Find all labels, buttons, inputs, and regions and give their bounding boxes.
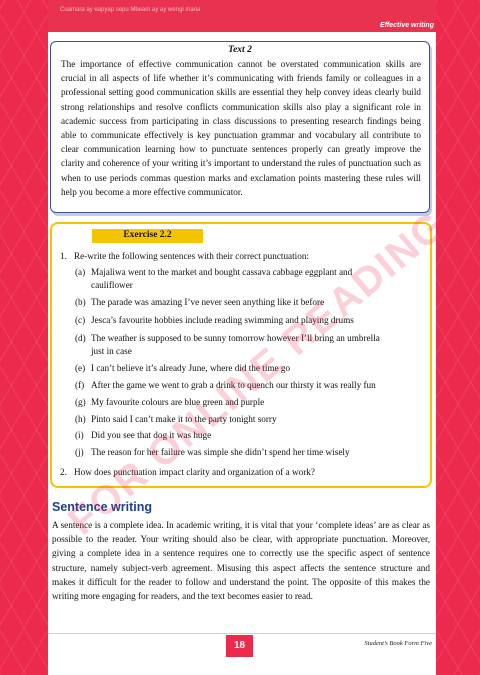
item-label: (b) <box>75 297 86 307</box>
exercise-title: Exercise 2.2 <box>123 230 172 240</box>
right-margin-pattern <box>436 0 480 675</box>
item-text: The weather is supposed to be sunny tomorrow however I’ll bring an umbrella just in case <box>91 333 380 356</box>
item-label: (h) <box>75 414 86 424</box>
item-text: My favourite colours are blue green and purple <box>91 397 265 407</box>
item-label: (i) <box>75 430 84 440</box>
header-band <box>48 0 436 32</box>
header-chapter-title: Effective writing <box>380 22 434 29</box>
section-body: A sentence is a complete idea. In academic writing, it is vital that your ‘complete ideas’ are as clear as possible to the reader. Your writing should also be clear, with appropriate punctuation. Moreover, giving a complete idea in a sentence requires one to correctly use the specific aspect of sentence structure, namely subject-verb agreement. Misusing this aspect affects the sentence structure and makes it difficult for the reader to follow and understand the point. The opposite of this makes the writing more engaging for readers, and the text becomes easier to read. <box>52 520 430 602</box>
item-label: (a) <box>75 267 86 277</box>
item-text: Jesca’s favourite hobbies include reading swimming and playing drums <box>91 315 354 325</box>
item-label: (f) <box>75 380 85 390</box>
page-number: 18 <box>233 640 246 651</box>
item-label: (c) <box>75 315 86 325</box>
footer-rule <box>48 633 436 634</box>
left-margin-pattern <box>0 0 48 675</box>
item-label: (j) <box>75 447 84 457</box>
footer-book-title: Student’s Book Form Five <box>364 640 432 647</box>
question-text: How does punctuation impact clarity and organization of a work? <box>74 467 315 477</box>
text2-title: Text 2 <box>228 45 252 55</box>
item-text: After the game we went to grab a drink to quench our thirsty it was really fun <box>91 380 376 390</box>
section-heading: Sentence writing <box>52 500 153 514</box>
text2-body: The importance of effective communication cannot be overstated communication skills are crucial in all aspects of life whether it’s communicating with friends family or colleagues in a professional setting good communication skills are essential they help convey ideas clearly build strong relationships and resolve conflicts communication skills also play a significant role in academic success from participating in class discussions to presenting research findings being able to communicate effectively is key punctuation grammar and vocabulary all contribute to clear communication learning how to punctuate sentences properly can greatly improve the clarity and coherence of your writing it’s important to understand the rules of punctuation such as when to use periods commas question marks and exclamation points mastering these rules will help you become a more effective communicator. <box>61 59 421 197</box>
question-text: Re-write the following sentences with their correct punctuation: <box>74 251 309 261</box>
item-text: The reason for her failure was simple she didn’t spend her time wisely <box>91 447 350 457</box>
text2-box <box>50 41 430 213</box>
item-text: Pinto said I can’t make it to the party tonight sorry <box>91 414 277 424</box>
item-text: The parade was amazing I’ve never seen anything like it before <box>91 297 325 307</box>
question-number: 1. <box>60 251 67 261</box>
item-label: (g) <box>75 397 86 407</box>
item-label: (d) <box>75 333 86 343</box>
item-text: Majaliwa went to the market and bought cassava cabbage eggplant and cauliflower <box>91 267 353 290</box>
watermark: FOR ONLINE READING <box>60 202 455 544</box>
question-number: 2. <box>60 467 67 477</box>
header-left-text: Cuamara ay eapyap sepu Mbeam ay ay wengi mana <box>60 7 201 13</box>
item-text: Did you see that dog it was huge <box>91 430 212 440</box>
item-label: (e) <box>75 363 86 373</box>
item-text: I can’t believe it’s already June, where did the time go <box>91 363 291 373</box>
